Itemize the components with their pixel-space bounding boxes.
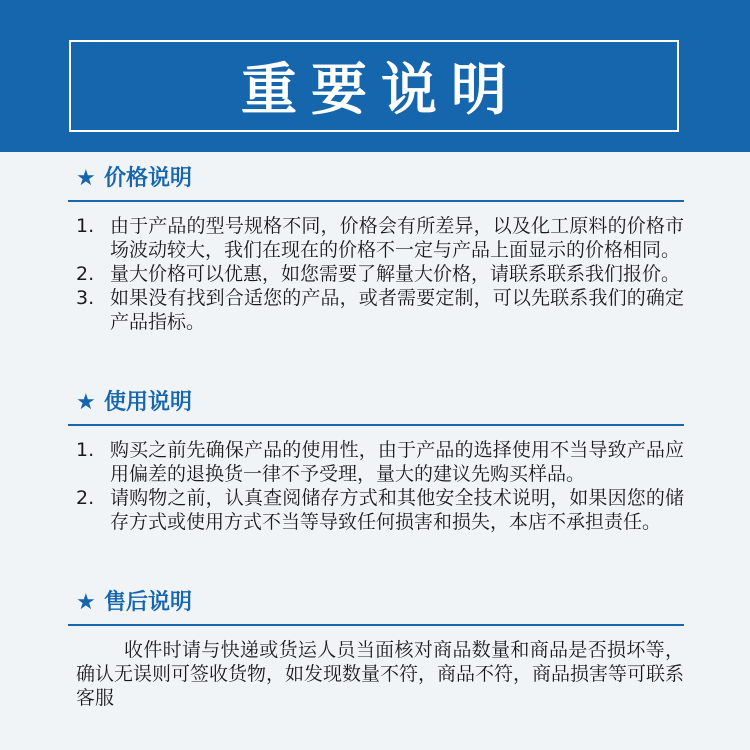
section-header xyxy=(68,160,684,202)
header-banner xyxy=(0,0,750,152)
list-item xyxy=(68,438,684,486)
section-usage xyxy=(68,384,684,534)
item-text: 请购物之前，认真查阅储存方式和其他安全技术说明，如果因您的储存方式或使用方式不当等导致任何损害和损失，本店不承担责任。 xyxy=(110,487,684,533)
star-icon: ★ xyxy=(76,390,96,415)
item-text: 购买之前先确保产品的使用性，由于产品的选择使用不当导致产品应用偏差的退换货一律不予受理，量大的建议先购买样品。 xyxy=(110,439,684,485)
section-header xyxy=(68,384,684,426)
item-number: 3. xyxy=(76,287,95,309)
list-item xyxy=(68,214,684,262)
item-number: 1. xyxy=(76,215,95,237)
item-text: 由于产品的型号规格不同，价格会有所差异，以及化工原料的价格市场波动较大，我们在现在的价格不一定与产品上面显示的价格相同。 xyxy=(110,215,684,261)
star-icon: ★ xyxy=(76,590,96,615)
section-title: 价格说明 xyxy=(104,166,193,191)
page-title: 重要说明 xyxy=(241,58,521,123)
list-item xyxy=(68,286,684,334)
star-icon: ★ xyxy=(76,166,96,191)
section-header xyxy=(68,584,684,626)
section-price xyxy=(68,160,684,334)
title-frame xyxy=(69,40,679,132)
list-item xyxy=(68,262,684,286)
section-title: 使用说明 xyxy=(104,390,193,415)
item-number: 2. xyxy=(76,487,95,509)
item-number: 1. xyxy=(76,439,95,461)
section-title: 售后说明 xyxy=(104,590,193,615)
item-text: 如果没有找到合适您的产品，或者需要定制，可以先联系我们的确定产品指标。 xyxy=(110,287,684,333)
price-list xyxy=(68,214,684,334)
item-text: 量大价格可以优惠，如您需要了解量大价格，请联系联系我们报价。 xyxy=(110,263,681,285)
usage-list xyxy=(68,438,684,534)
list-item xyxy=(68,486,684,534)
section-aftersales xyxy=(68,584,684,710)
item-number: 2. xyxy=(76,263,95,285)
aftersales-text: 收件时请与快递或货运人员当面核对商品数量和商品是否损坏等，确认无误则可签收货物，如发现数量不符，商品不符，商品损害等可联系客服 xyxy=(76,639,685,709)
